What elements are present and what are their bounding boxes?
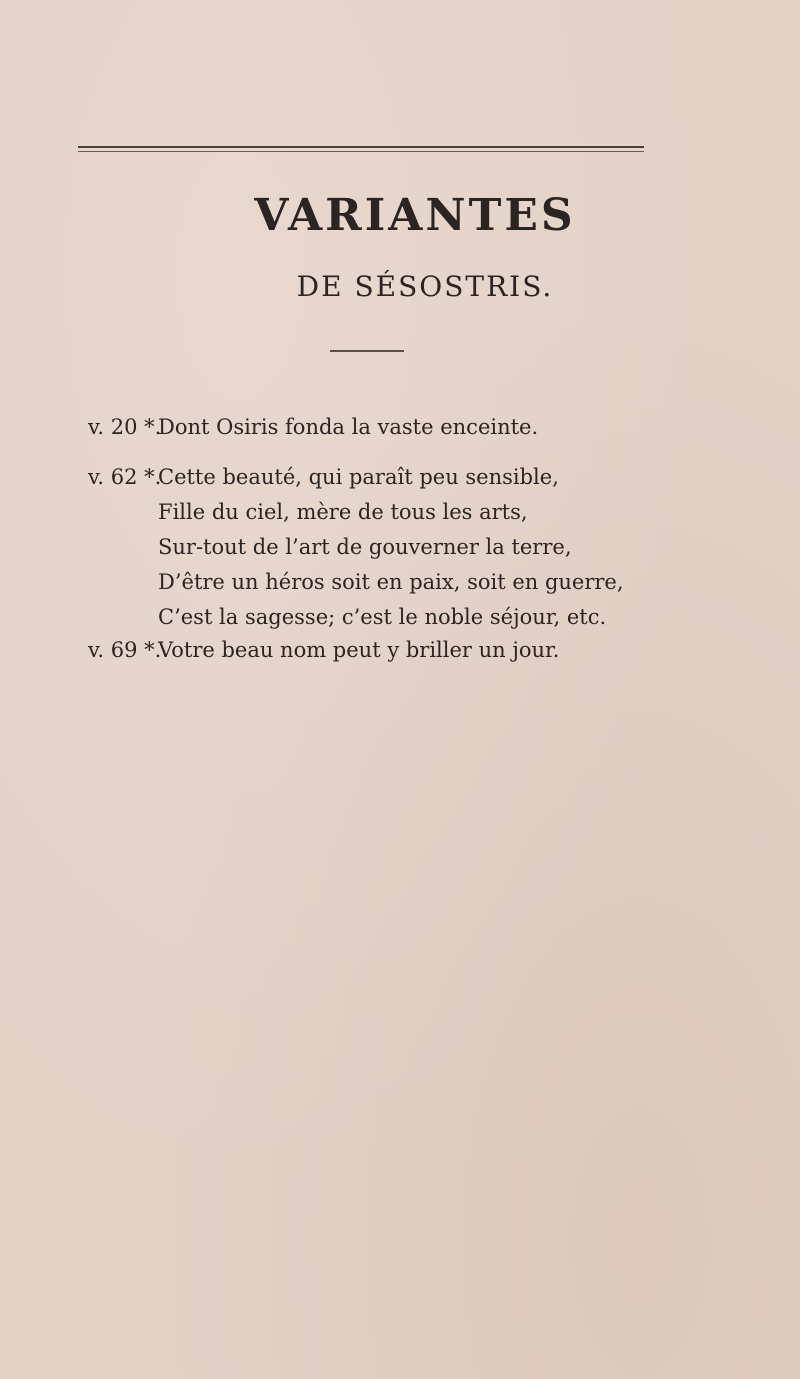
variant-entry [88, 633, 559, 668]
variant-text-line: Dont Osiris fonda la vaste enceinte. [158, 415, 539, 439]
variant-text-line: Sur-tout de l’art de gouverner la terre, [158, 535, 572, 559]
variant-text-line: C’est la sagesse; c’est le noble séjour, etc. [158, 605, 607, 629]
variant-entry [88, 460, 624, 635]
variant-text-line: Fille du ciel, mère de tous les arts, [158, 500, 528, 524]
variant-entry [88, 410, 538, 445]
page-title: VARIANTES [254, 190, 576, 241]
variant-text-line: Votre beau nom peut y briller un jour. [158, 638, 560, 662]
variant-text-line: Cette beauté, qui paraît peu sensible, [158, 465, 559, 489]
variant-first-line [88, 410, 538, 445]
verse-reference: v. 20 *. [88, 415, 162, 439]
section-divider [330, 350, 404, 352]
variant-text-line: D’être un héros soit en paix, soit en guerre, [158, 570, 624, 594]
page-subtitle: DE SÉSOSTRIS. [296, 270, 554, 303]
verse-reference: v. 69 *. [88, 638, 162, 662]
variant-first-line [88, 633, 559, 668]
variant-first-line [88, 460, 624, 495]
header-rule [78, 146, 644, 152]
verse-reference: v. 62 *. [88, 465, 162, 489]
